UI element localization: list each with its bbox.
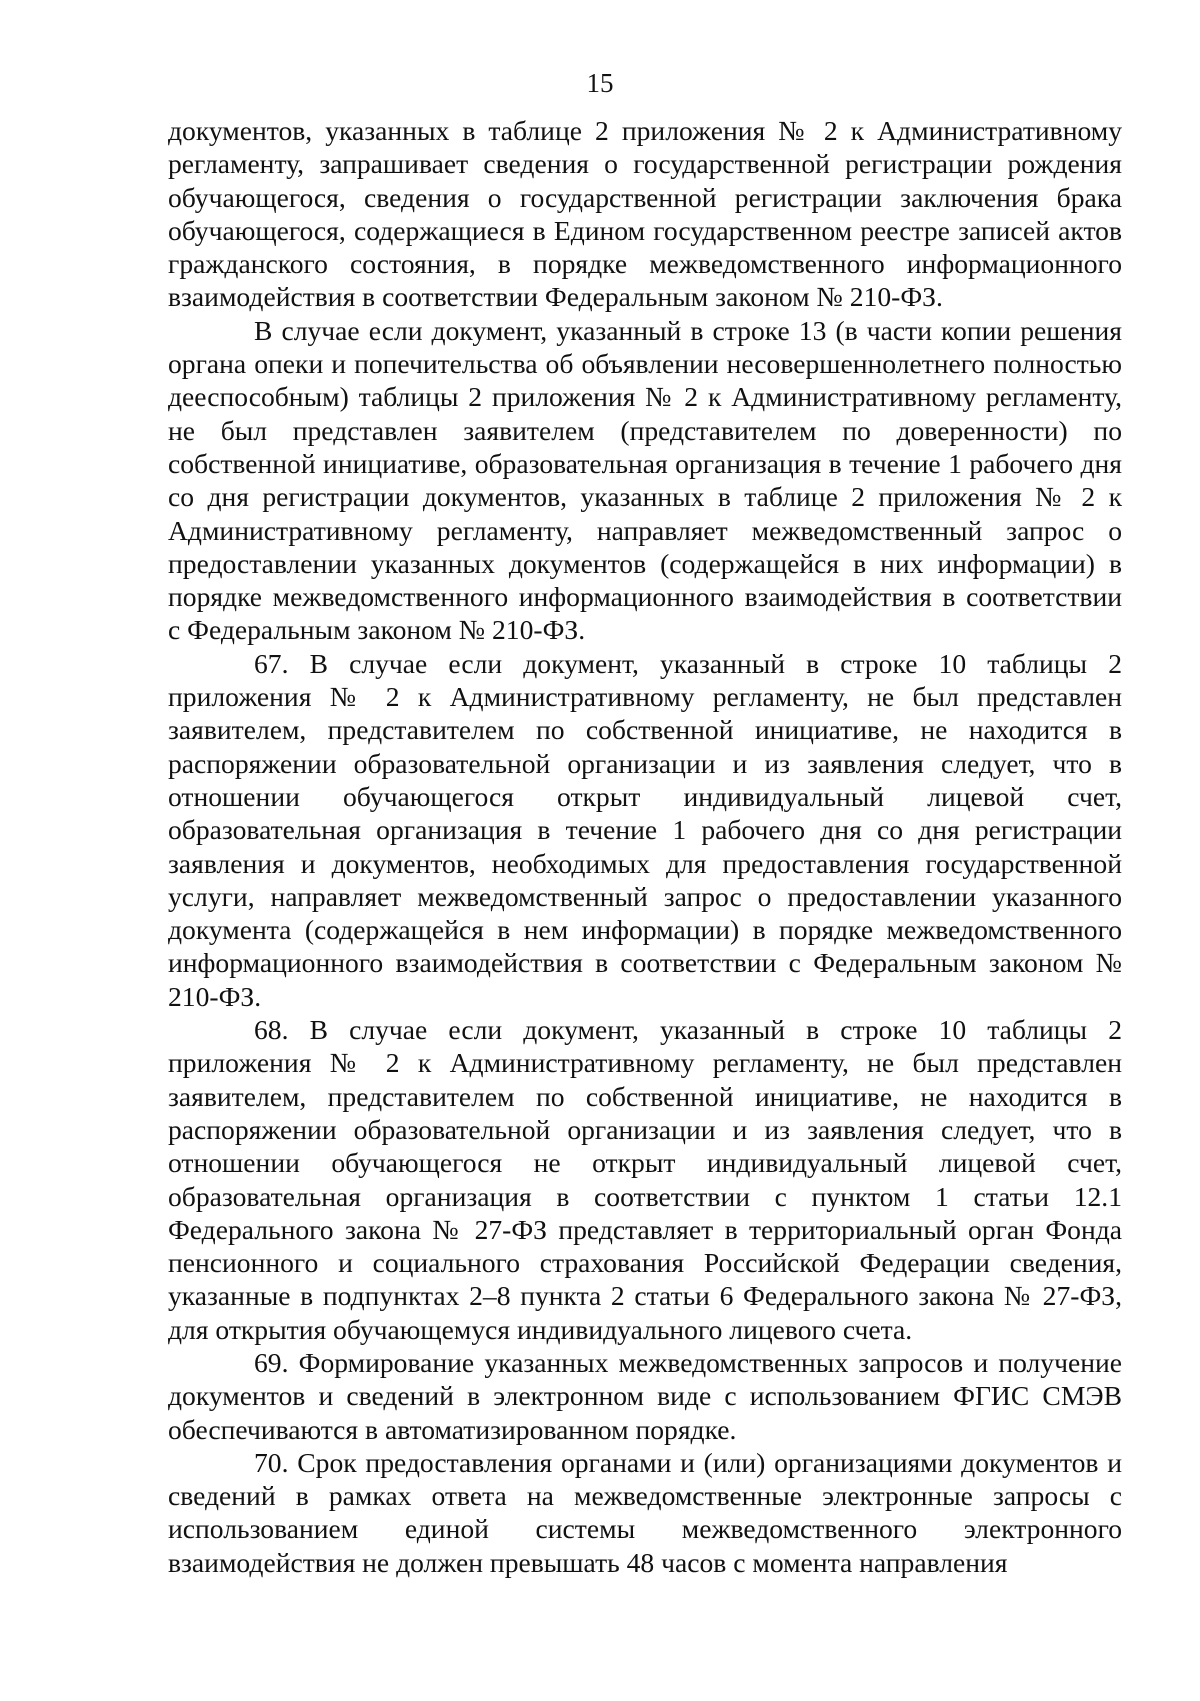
page-number: 15 <box>586 68 614 98</box>
paragraph-continuation: документов, указанных в таблице 2 приложения № 2 к Административному регламенту, запрашивает сведения о государственной регистрации рождения обучающегося, сведения о государственной регистрации заключения брака обучающегося, содержащиеся в Едином государственном реестре записей актов гражданского состояния, в порядке межведомственного информационного взаимодействия в соответствии Федеральным законом № 210-ФЗ. <box>168 115 1122 313</box>
paragraph-69: 69. Формирование указанных межведомственных запросов и получение документов и сведений в электронном виде с использованием ФГИС СМЭВ обеспечиваются в автоматизированном порядке. <box>168 1346 1122 1445</box>
document-body <box>168 114 1122 1579</box>
paragraph-67: 67. В случае если документ, указанный в строке 10 таблицы 2 приложения № 2 к Административному регламенту, не был представлен заявителем, представителем по собственной инициативе, не находится в распоряжении образовательной организации и из заявления следует, что в отношении обучающегося открыт индивидуальный лицевой счет, образовательная организация в течение 1 рабочего дня со дня регистрации заявления и документов, необходимых для предоставления государственной услуги, направляет межведомственный запрос о предоставлении указанного документа (содержащейся в нем информации) в порядке межведомственного информационного взаимодействия в соответствии с Федеральным законом № 210-ФЗ. <box>168 647 1122 1012</box>
paragraph-birth-document-request: В случае если документ, указанный в строке 13 (в части копии решения органа опеки и попечительства об объявлении несовершеннолетнего полностью дееспособным) таблицы 2 приложения № 2 к Административному регламенту, не был представлен заявителем (представителем по доверенности) по собственной инициативе, образовательная организация в течение 1 рабочего дня со дня регистрации документов, указанных в таблице 2 приложения № 2 к Административному регламенту, направляет межведомственный запрос о предоставлении указанных документов (содержащейся в них информации) в порядке межведомственного информационного взаимодействия в соответствии с Федеральным законом № 210-ФЗ. <box>168 314 1122 646</box>
paragraph-68: 68. В случае если документ, указанный в строке 10 таблицы 2 приложения № 2 к Административному регламенту, не был представлен заявителем, представителем по собственной инициативе, не находится в распоряжении образовательной организации и из заявления следует, что в отношении обучающегося не открыт индивидуальный лицевой счет, образовательная организация в соответствии с пунктом 1 статьи 12.1 Федерального закона № 27-ФЗ представляет в территориальный орган Фонда пенсионного и социального страхования Российской Федерации сведения, указанные в подпунктах 2–8 пункта 2 статьи 6 Федерального закона № 27-ФЗ, для открытия обучающемуся индивидуального лицевого счета. <box>168 1014 1122 1345</box>
paragraph-70: 70. Срок предоставления органами и (или) организациями документов и сведений в рамках ответа на межведомственные электронные запросы с использованием единой системы межведомственного электронного взаимодействия не должен превышать 48 часов с момента направления <box>168 1446 1122 1578</box>
